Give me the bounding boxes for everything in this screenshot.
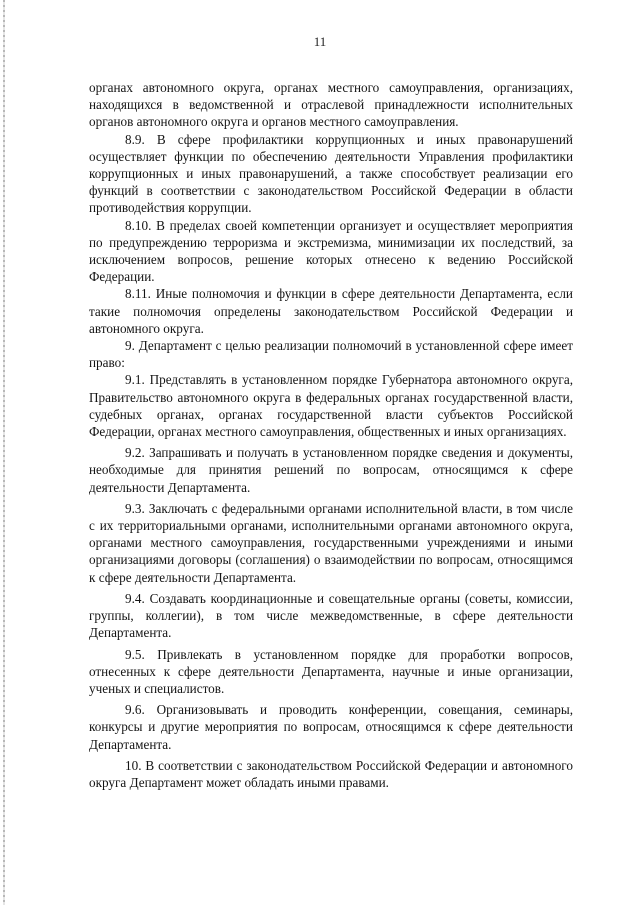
paragraph-8-10: 8.10. В пределах своей компетенции организует и осуществляет мероприятия по предупреждению терроризма и экстремизма, минимизации их последствий, за исключением вопросов, решение которых отнесено к ведению Российской Федерации.	[89, 217, 573, 285]
paragraph-8-9: 8.9. В сфере профилактики коррупционных и иных правонарушений осуществляет функции по обеспечению деятельности Управления профилактики коррупционных и иных правонарушений, а также способствует реализации его функций в соответствии с законодательством Российской Федерации в области противодействия коррупции.	[89, 131, 573, 216]
paragraph-9-4: 9.4. Создавать координационные и совещательные органы (советы, комиссии, группы, коллегии), в том числе межведомственные, в сфере деятельности Департамента.	[89, 590, 573, 641]
paragraph-9: 9. Департамент с целью реализации полномочий в установленной сфере имеет право:	[89, 338, 573, 371]
paragraph-9-5: 9.5. Привлекать в установленном порядке для проработки вопросов, отнесенных к сфере деятельности Департамента, научные и иные организации, ученых и специалистов.	[89, 646, 573, 696]
page-number: 11	[313, 34, 327, 49]
paragraph-9-6: 9.6. Организовывать и проводить конференции, совещания, семинары, конкурсы и другие мероприятия по вопросам, относящимся к сфере деятельности Департамента.	[89, 702, 573, 752]
document-body	[89, 79, 573, 791]
scan-edge	[3, 0, 5, 905]
paragraph-9-2: 9.2. Запрашивать и получать в установленном порядке сведения и документы, необходимые для принятия решений по вопросам, относящимся к сфере деятельности Департамента.	[89, 445, 573, 495]
paragraph-continuation: органах автономного округа, органах местного самоуправления, организациях, находящихся в ведомственной и отраслевой принадлежности исполнительных органов автономного округа и органов местного самоуправления.	[89, 80, 573, 130]
paragraph-8-11: 8.11. Иные полномочия и функции в сфере деятельности Департамента, если такие полномочия определены законодательством Российской Федерации и автономного округа.	[89, 286, 573, 336]
paragraph-9-3: 9.3. Заключать с федеральными органами исполнительной власти, в том числе с их территориальными органами, исполнительными органами автономного округа, органами местного самоуправления, государственными учреждениями и иными организациями договоры (соглашения) о взаимодействии по вопросам, относящимся к сфере деятельности Департамента.	[89, 500, 573, 585]
paragraph-10: 10. В соответствии с законодательством Российской Федерации и автономного округа Департамент может обладать иными правами.	[89, 757, 573, 790]
paragraph-9-1: 9.1. Представлять в установленном порядке Губернатора автономного округа, Правительство автономного округа в федеральных органах государственной власти, судебных органах, органах государственной власти субъектов Российской Федерации, органах местного самоуправления, общественных и иных организациях.	[89, 372, 573, 440]
